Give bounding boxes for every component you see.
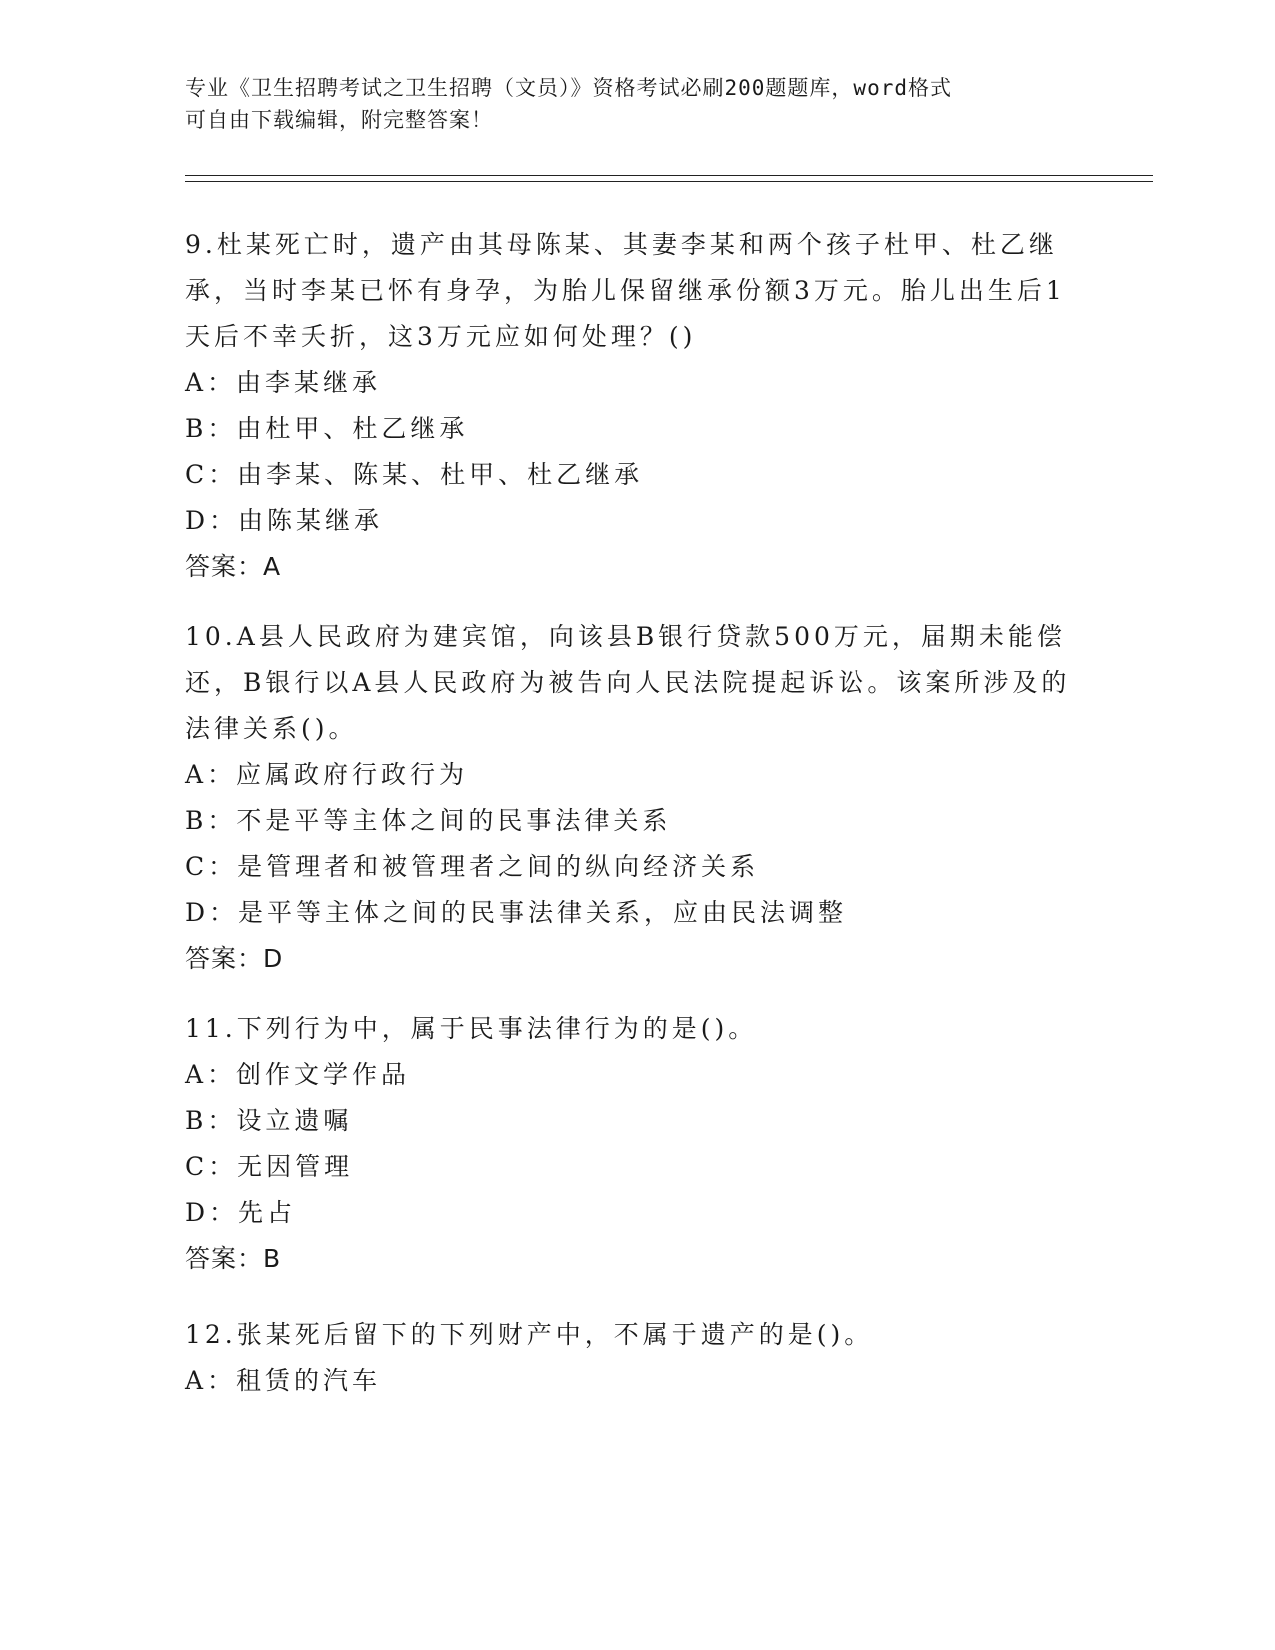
option-c: C：是管理者和被管理者之间的纵向经济关系 <box>185 852 760 881</box>
question-stem: 12.张某死后留下的下列财产中，不属于遗产的是()。 <box>185 1320 874 1349</box>
option-c: C：由李某、陈某、杜甲、杜乙继承 <box>185 460 644 489</box>
option-c: C：无因管理 <box>185 1152 354 1181</box>
header-line-2: 可自由下载编辑，附完整答案！ <box>185 108 493 132</box>
question-stem: 10.A县人民政府为建宾馆，向该县B银行贷款500万元，届期未能偿还，B银行以A县人民政府为被告向人民法院提起诉讼。该案所涉及的法律关系()。 <box>185 622 1071 743</box>
answer: 答案：B <box>185 1244 282 1273</box>
option-b: B：由杜甲、杜乙继承 <box>185 414 469 443</box>
option-b: B：不是平等主体之间的民事法律关系 <box>185 806 672 835</box>
option-d: D：由陈某继承 <box>185 506 384 535</box>
option-b: B：设立遗嘱 <box>185 1106 353 1135</box>
question-9 <box>185 222 1085 590</box>
answer: 答案：A <box>185 552 282 581</box>
answer: 答案：D <box>185 944 284 973</box>
question-stem: 9.杜某死亡时，遗产由其母陈某、其妻李某和两个孩子杜甲、杜乙继承，当时李某已怀有身孕，为胎儿保留继承份额3万元。胎儿出生后1天后不幸夭折，这3万元应如何处理？() <box>185 230 1066 351</box>
document-header <box>185 72 1065 136</box>
option-a: A：租赁的汽车 <box>185 1366 382 1395</box>
question-10 <box>185 614 1085 982</box>
question-stem: 11.下列行为中，属于民事法律行为的是()。 <box>185 1014 758 1043</box>
option-d: D：是平等主体之间的民事法律关系，应由民法调整 <box>185 898 848 927</box>
header-divider-top <box>185 175 1153 176</box>
question-12 <box>185 1312 1085 1404</box>
option-d: D：先占 <box>185 1198 297 1227</box>
option-a: A：创作文学作品 <box>185 1060 411 1089</box>
option-a: A：应属政府行政行为 <box>185 760 469 789</box>
header-line-1: 专业《卫生招聘考试之卫生招聘（文员）》资格考试必刷200题题库，word格式 <box>185 76 952 100</box>
option-a: A：由李某继承 <box>185 368 382 397</box>
question-11 <box>185 1006 1085 1282</box>
header-divider-bottom <box>185 181 1153 182</box>
